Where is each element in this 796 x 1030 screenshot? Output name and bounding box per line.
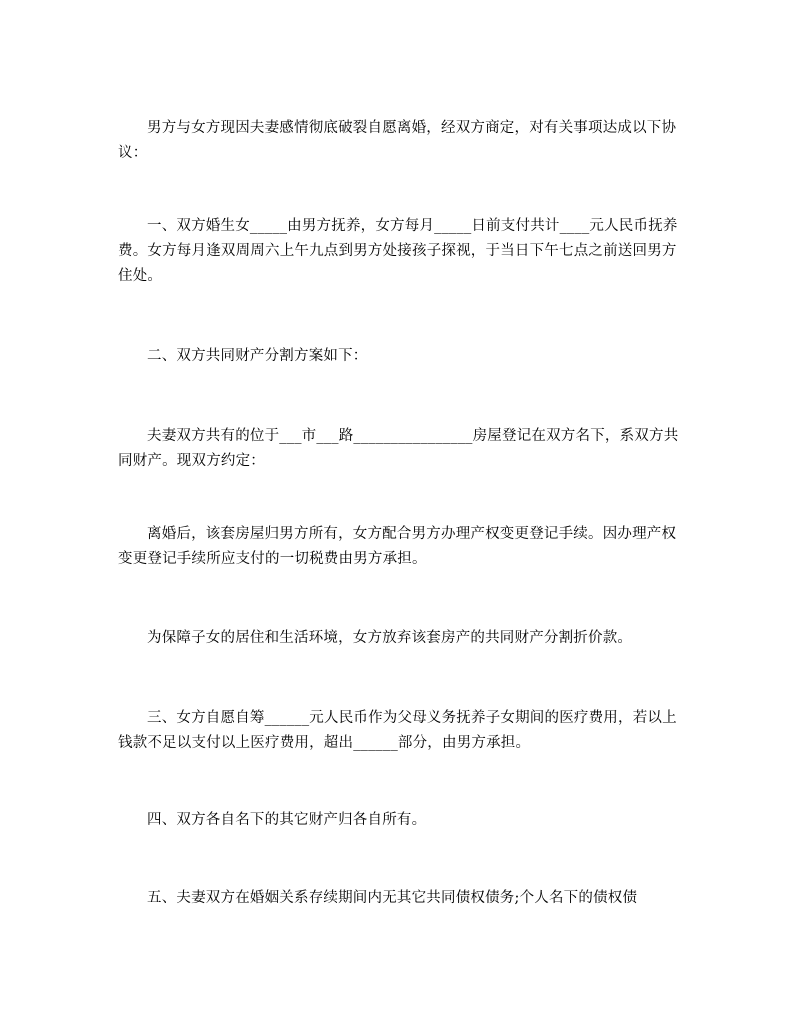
paragraph-other-property: 四、双方各自名下的其它财产归各自所有。 <box>147 812 427 828</box>
paragraph-intro: 男方与女方现因夫妻感情彻底破裂自愿离婚，经双方商定，对有关事项达成以下协议： <box>118 120 677 161</box>
paragraph-property-heading: 二、双方共同财产分割方案如下： <box>147 348 368 364</box>
paragraph-medical-fund: 三、女方自愿自筹______元人民币作为父母义务抚养子女期间的医疗费用，若以上钱款不足以支付以上医疗费用，超出______部分，由男方承担。 <box>118 710 677 751</box>
paragraph-house-ownership: 夫妻双方共有的位于___市___路________________房屋登记在双方名下，系双方共同财产。现双方约定： <box>118 428 679 469</box>
paragraph-house-transfer: 离婚后，该套房屋归男方所有，女方配合男方办理产权变更登记手续。因办理产权变更登记手续所应支付的一切税费由男方承担。 <box>118 526 677 567</box>
paragraph-debts: 五、夫妻双方在婚姻关系存续期间内无其它共同债权债务;个人名下的债权债 <box>147 890 638 906</box>
paragraph-custody: 一、双方婚生女_____由男方抚养，女方每月_____日前支付共计____元人民币抚养费。女方每月逢双周周六上午九点到男方处接孩子探视，于当日下午七点之前送回男方住处。 <box>118 218 678 284</box>
paragraph-waiver: 为保障子女的居住和生活环境，女方放弃该套房产的共同财产分割折价款。 <box>147 630 633 646</box>
